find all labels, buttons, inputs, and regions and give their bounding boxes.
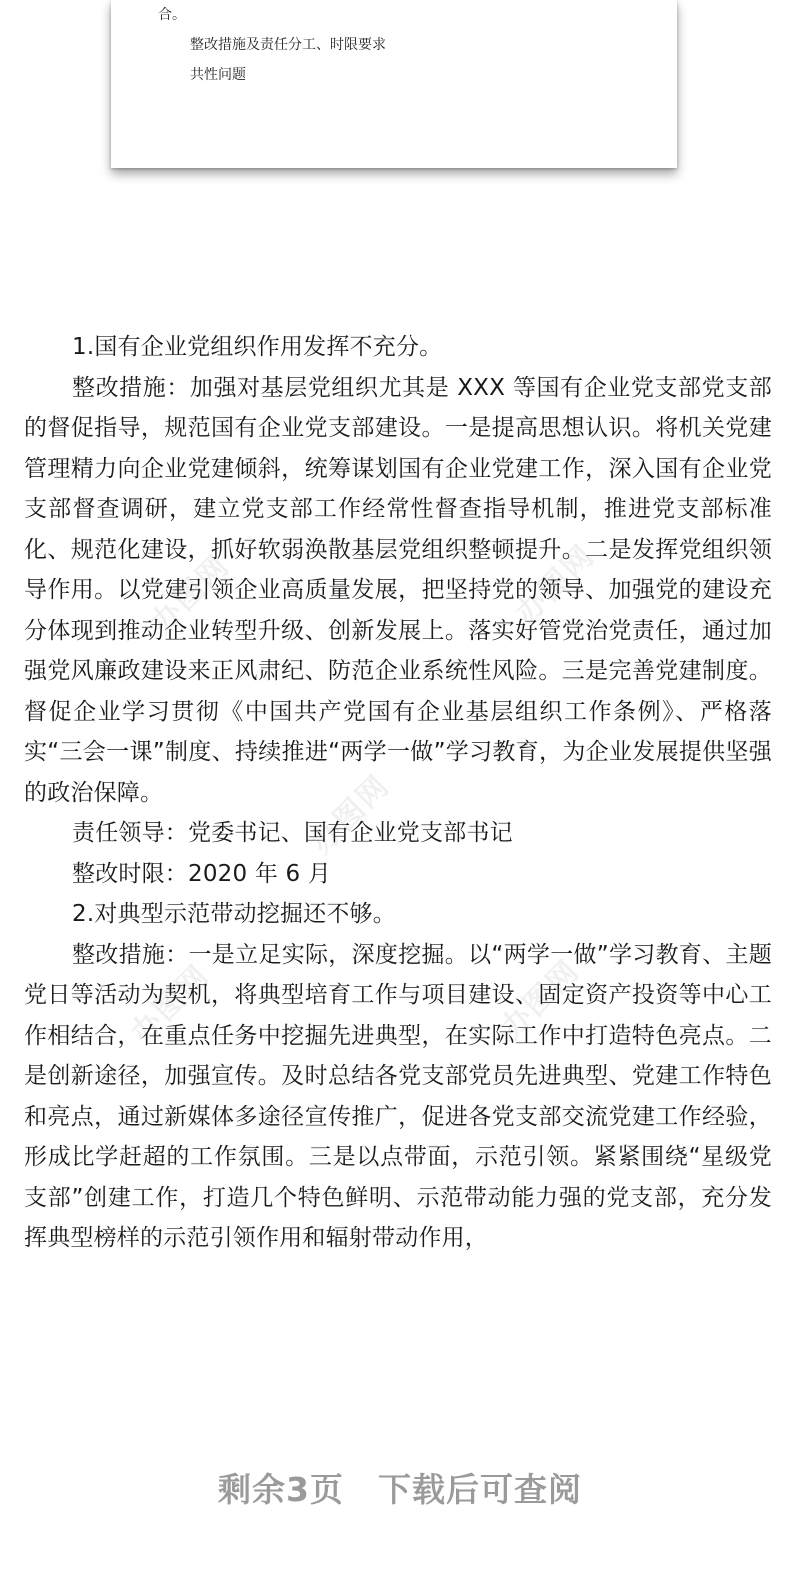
responsible-leader: 责任领导：党委书记、国有企业党支部书记: [72, 820, 513, 846]
download-to-view-text: 下载后可查阅: [377, 1470, 582, 1509]
remaining-pages-text: 剩余3页: [218, 1470, 344, 1509]
rectification-measures-2: 整改措施：一是立足实际，深度挖掘。以“两学一做”学习教育、主题党日等活动为契机，将典型培育工作与项目建设、固定资产投资等中心工作相结合，在重点任务中挖掘先进典型，在实际工作中打造特色亮点。二是创新途径，加强宣传。及时总结各党支部党员先进典型、党建工作特色和亮点，通过新媒体多途径宣传推广，促进各党支部交流党建工作经验，形成比学赶超的工作氛围。三是以点带面，示范引领。紧紧围绕“星级党支部”创建工作，打造几个特色鲜明、示范带动能力强的党支部，充分发挥典型榜样的示范引领作用和辐射带动作用，: [24, 941, 772, 1251]
preview-subheading: 共性问题: [190, 67, 246, 83]
watermark: 办图网: [124, 958, 217, 1051]
document-body: [24, 327, 772, 1259]
rectification-deadline: 整改时限：2020 年 6 月: [72, 860, 332, 887]
preview-heading: 整改措施及责任分工、时限要求: [190, 37, 386, 53]
preview-line: 合。: [158, 7, 186, 23]
section-title-1: 1.国有企业党组织作用发挥不充分。: [72, 334, 443, 360]
rectification-measures-1: 整改措施：加强对基层党组织尤其是 XXX 等国有企业党支部党支部的督促指导，规范国有企业党支部建设。一是提高思想认识。将机关党建管理精力向企业党建倾斜，统筹谋划国有企业党建工作，深入国有企业党支部督查调研，建立党支部工作经常性督查指导机制，推进党支部标准化、规范化建设，抓好软弱涣散基层党组织整顿提升。二是发挥党组织领导作用。以党建引领企业高质量发展，把坚持党的领导、加强党的建设充分体现到推动企业转型升级、创新发展上。落实好管党治党责任，通过加强党风廉政建设来正风肃纪、防范企业系统性风险。三是完善党建制度。督促企业学习贯彻《中国共产党国有企业基层组织工作条例》、严格落实“三会一课”制度、持续推进“两学一做”学习教育，为企业发展提供坚强的政治保障。: [24, 374, 772, 806]
download-prompt[interactable]: [0, 1468, 800, 1512]
watermark: 办图网: [509, 538, 602, 631]
preview-page-card: [111, 0, 677, 168]
watermark: 办图网: [304, 768, 397, 861]
watermark: 办图网: [144, 548, 237, 641]
watermark: 办图网: [494, 953, 587, 1046]
section-title-2: 2.对典型示范带动挖掘还不够。: [72, 901, 396, 927]
